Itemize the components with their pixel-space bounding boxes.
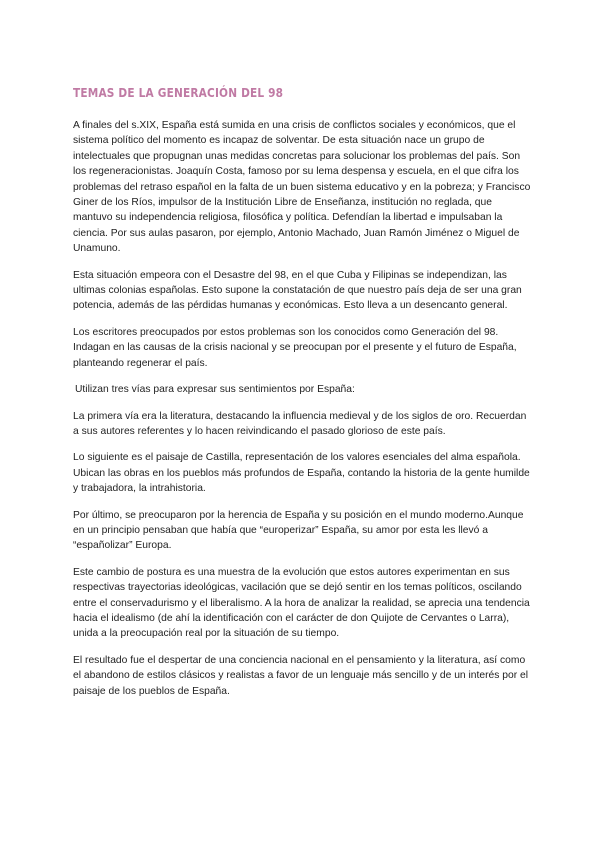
document-page <box>73 86 531 710</box>
paragraph-herencia-espana: Por último, se preocuparon por la herencia de España y su posición en el mundo moderno.Aunque en un principio pensaban que había que “europerizar” España, su amor por esta les llevó a “españolizar” Europa. <box>73 509 524 552</box>
paragraph-tres-vias: Utilizan tres vías para expresar sus sentimientos por España: <box>75 384 355 396</box>
paragraph-generacion-98: Los escritores preocupados por estos problemas son los conocidos como Generación del 98. Indagan en las causas de la crisis nacional y se preocupan por el presente y el futuro de España, planteando regenerar el país. <box>73 326 517 369</box>
paragraph-cambio-postura: Este cambio de postura es una muestra de la evolución que estos autores experimentan en sus respectivas trayectorias ideológicas, vacilación que se dejó sentir en los temas políticos, oscilando entre el conservadurismo y el liberalismo. A la hora de analizar la realidad, se aprecia una tendencia hacia el idealismo (de ahí la identificación con el carácter de don Quijote de Cervantes o Larra), unida a la preocupación real por la situación de su tiempo. <box>73 566 530 640</box>
paragraph-regeneracionistas: A finales del s.XIX, España está sumida en una crisis de conflictos sociales y económicos, que el sistema político del momento es incapaz de solventar. De esta situación nace un grupo de intelectuales que propugnan unas medidas concretas para solucionar los problemas del país. Son los regeneracionistas. Joaquín Costa, famoso por su lema despensa y escuela, en el que cifra los problemas del retraso español en la falta de un buen sistema educativo y en la pobreza; y Francisco Giner de los Ríos, impulsor de la Institución Libre de Enseñanza, institución no reglada, que mantuvo su independencia religiosa, filosófica y política. Defendían la libertad e impulsaban la ciencia. Por sus aulas pasaron, por ejemplo, Antonio Machado, Juan Ramón Jiménez o Miguel de Unamuno. <box>73 120 531 255</box>
paragraph-literatura: La primera vía era la literatura, destacando la influencia medieval y de los siglos de oro. Recuerdan a sus autores referentes y lo hacen reivindicando el pasado glorioso de este país. <box>73 410 527 437</box>
paragraph-resultado: El resultado fue el despertar de una conciencia nacional en el pensamiento y la literatura, así como el abandono de estilos clásicos y realistas a favor de un lenguaje más sencillo y de un interés por el paisaje de los pueblos de España. <box>73 654 529 697</box>
paragraph-desastre-98: Esta situación empeora con el Desastre del 98, en el que Cuba y Filipinas se independizan, las ultimas colonias españolas. Esto supone la constatación de que nuestro país deja de ser una gran potencia, además de las pérdidas humanas y económicas. Esto lleva a un desencanto general. <box>73 269 522 312</box>
paragraph-paisaje-castilla: Lo siguiente es el paisaje de Castilla, representación de los valores esenciales del alma española. Ubican las obras en los pueblos más profundos de España, contando la historia de la gente humilde y trabajadora, la intrahistoria. <box>73 452 530 495</box>
document-title: TEMAS DE LA GENERACIÓN DEL 98 <box>73 86 284 100</box>
